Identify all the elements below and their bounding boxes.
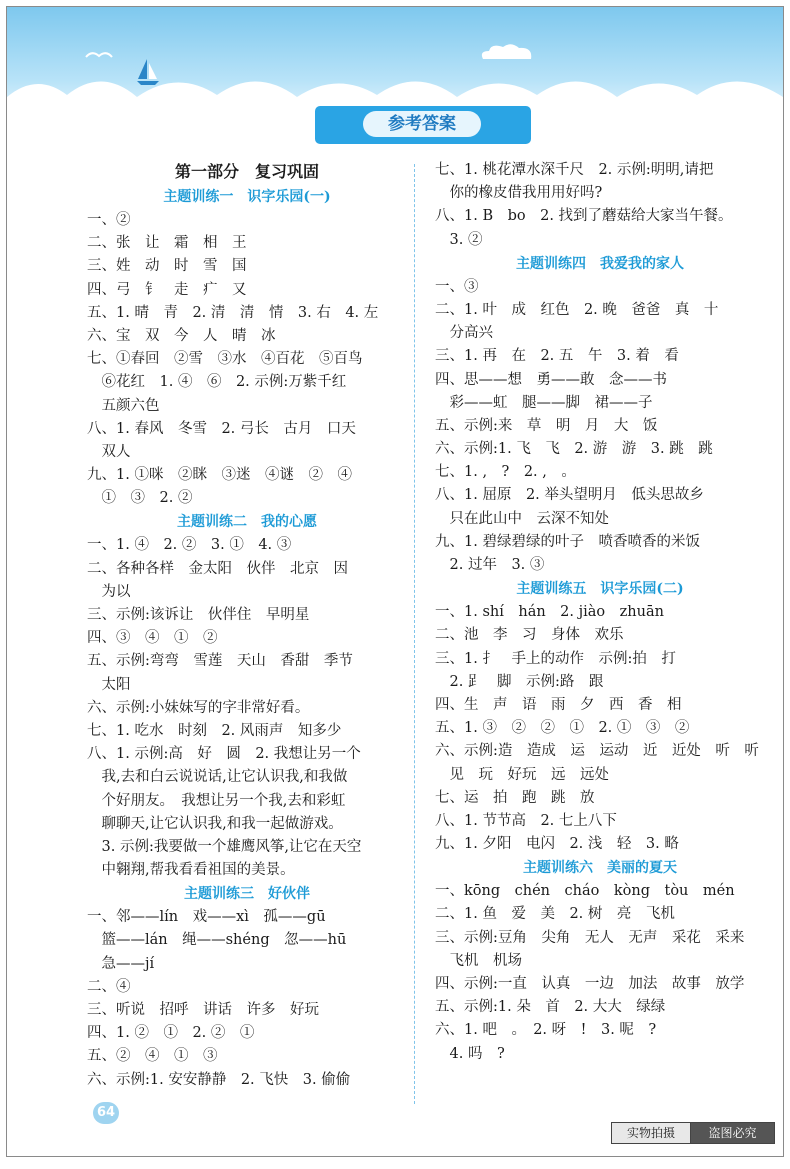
answer-line: 急——jí: [87, 955, 155, 972]
answer-line: 三、1. 扌 手上的动作 示例:拍 打: [435, 650, 676, 667]
answer-line: 一、邻——lín 戏——xì 孤——gū: [87, 909, 326, 926]
answer-line: 九、1. 碧绿碧绿的叶子 喷香喷香的米饭: [435, 533, 700, 550]
answer-line: 二、1. 鱼 爱 美 2. 树 亮 飞机: [435, 906, 675, 923]
stamp-right-text: 盗图必究: [691, 1123, 774, 1143]
part-title: 第一部分 复习巩固: [174, 162, 319, 181]
answer-line: 篮——lán 绳——shéng 忽——hū: [87, 932, 347, 949]
answer-line: 五、示例:1. 朵 首 2. 大大 绿绿: [435, 999, 666, 1016]
answer-line: 3. ②: [435, 231, 483, 248]
answer-line: 九、1. 夕阳 电闪 2. 浅 轻 3. 略: [435, 836, 679, 853]
answer-line: 我,去和白云说说话,让它认识我,和我做: [87, 769, 348, 786]
column-divider: [414, 164, 415, 1104]
answer-line: 中翱翔,帮我看看祖国的美景。: [87, 862, 295, 879]
answer-line: 八、1. 示例:高 好 圆 2. 我想让另一个: [87, 746, 361, 763]
answer-line: 二、④: [87, 978, 131, 995]
answer-line: 4. 吗 ?: [435, 1045, 505, 1062]
answer-line: 二、1. 叶 成 红色 2. 晚 爸爸 真 十: [435, 301, 719, 318]
answer-line: 九、1. ①咪 ②眯 ③迷 ④谜 ② ④: [87, 467, 352, 484]
answer-line: 你的橡皮借我用用好吗?: [435, 185, 603, 202]
answer-line: 四、③ ④ ① ②: [87, 630, 218, 647]
answer-line: 2. 过年 3. ③: [435, 557, 545, 573]
answer-line: 六、宝 双 今 人 晴 冰: [87, 327, 276, 344]
answer-page: [6, 6, 784, 1157]
answer-line: 见 玩 好玩 远 远处: [435, 766, 609, 783]
answer-line: 五、1. 晴 青 2. 清 清 情 3. 右 4. 左: [87, 304, 379, 321]
stamp-left-text: 实物拍摄: [612, 1123, 691, 1143]
page-number: 64: [93, 1102, 119, 1124]
right-column: [435, 159, 765, 1066]
answer-line: 八、1. 节节高 2. 七上八下: [435, 812, 617, 829]
answer-line: 四、弓 钅 走 疒 又: [87, 281, 247, 298]
answer-line: 五、1. ③ ② ② ① 2. ① ③ ②: [435, 720, 690, 737]
watermark-stamp: [611, 1122, 775, 1144]
bird-icon: [85, 49, 113, 61]
answer-line: 二、张 让 霜 相 王: [87, 235, 247, 252]
answer-line: 三、听说 招呼 讲话 许多 好玩: [87, 1002, 319, 1018]
answer-line: 八、1. 屈原 2. 举头望明月 低头思故乡: [435, 487, 704, 504]
answer-line: 六、示例:1. 安安静静 2. 飞快 3. 偷偷: [87, 1071, 351, 1088]
answer-line: 五颜六色: [87, 397, 160, 414]
answer-line: 七、①春回 ②雪 ③水 ④百花 ⑤百鸟: [87, 351, 363, 368]
section-heading: 主题训练四 我爱我的家人: [516, 255, 684, 272]
sailboat-icon: [135, 57, 161, 87]
answer-line: 只在此山中 云深不知处: [435, 510, 609, 527]
cloud-icon: [477, 41, 537, 63]
answer-line: 六、示例:造 造成 运 运动 近 近处 听 听: [435, 743, 759, 760]
answer-line: 太阳: [87, 676, 131, 693]
answer-line: 双人: [87, 443, 131, 460]
answer-line: ⑥花红 1. ④ ⑥ 2. 示例:万紫千红: [87, 374, 347, 391]
answer-line: 三、示例:豆角 尖角 无人 无声 采花 采来: [435, 929, 745, 946]
answer-line: 四、1. ② ① 2. ② ①: [87, 1025, 255, 1042]
answer-line: 五、示例:来 草 明 月 大 饭: [435, 417, 658, 434]
answer-line: 聊聊天,让它认识我,和我一起做游戏。: [87, 815, 343, 832]
answer-line: 二、各种各样 金太阳 伙伴 北京 因: [87, 560, 348, 577]
section-heading: 主题训练五 识字乐园(二): [516, 581, 684, 598]
answer-line: 三、1. 再 在 2. 五 午 3. 着 看: [435, 348, 679, 365]
answer-line: 一、1. ④ 2. ② 3. ① 4. ③: [87, 537, 292, 554]
answer-line: 六、示例:1. 飞 飞 2. 游 游 3. 跳 跳: [435, 441, 713, 458]
section-heading: 主题训练三 好伙伴: [184, 886, 310, 903]
section-heading: 主题训练二 我的心愿: [177, 514, 317, 531]
answer-line: 四、思——想 勇——敢 念——书: [435, 371, 667, 388]
answer-line: 七、运 拍 跑 跳 放: [435, 789, 595, 806]
answer-line: 三、示例:该诉让 伙伴住 早明星: [87, 607, 310, 623]
answer-line: 七、1. 桃花潭水深千尺 2. 示例:明明,请把: [435, 162, 714, 178]
answer-line: 六、1. 吧 。 2. 呀 ! 3. 呢 ?: [435, 1022, 657, 1039]
answer-line: 八、1. B bo 2. 找到了蘑菇给大家当午餐。: [435, 208, 733, 225]
banner-title: 参考答案: [363, 111, 481, 137]
answer-banner: [315, 106, 531, 144]
answer-line: 七、1. , ? 2. , 。: [435, 464, 576, 481]
answer-line: 彩——虹 腿——脚 裙——子: [435, 394, 653, 411]
answer-line: 六、示例:小妹妹写的字非常好看。: [87, 699, 310, 716]
section-heading: 主题训练六 美丽的夏天: [523, 860, 677, 877]
left-column: [87, 159, 407, 1092]
answer-line: 分高兴: [435, 325, 493, 342]
answer-line: 为以: [87, 583, 131, 600]
answer-line: 四、生 声 语 雨 夕 西 香 相: [435, 696, 682, 713]
answer-line: 3. 示例:我要做一个雄鹰风筝,让它在天空: [87, 838, 362, 855]
answer-line: 二、池 李 习 身体 欢乐: [435, 627, 624, 644]
answer-line: 飞机 机场: [435, 952, 522, 969]
answer-line: 五、② ④ ① ③: [87, 1048, 218, 1065]
answer-line: 一、kōng chén cháo kòng tòu mén: [435, 883, 735, 900]
answer-line: 七、1. 吃水 时刻 2. 风雨声 知多少: [87, 722, 342, 739]
answer-line: 八、1. 春风 冬雪 2. 弓长 古月 口天: [87, 420, 356, 437]
answer-line: 一、③: [435, 278, 479, 295]
answer-line: 一、1. shí hán 2. jiào zhuān: [435, 604, 664, 621]
answer-line: 2. 𧾷 脚 示例:路 跟: [435, 673, 604, 690]
answer-line: ① ③ 2. ②: [87, 490, 193, 507]
section-heading: 主题训练一 识字乐园(一): [163, 189, 331, 205]
answer-line: 四、示例:一直 认真 一边 加法 故事 放学: [435, 976, 745, 992]
answer-line: 个好朋友。 我想让另一个我,去和彩虹: [87, 792, 346, 809]
answer-line: 三、姓 动 时 雪 国: [87, 258, 247, 275]
answer-line: 一、②: [87, 212, 131, 228]
answer-line: 五、示例:弯弯 雪莲 天山 香甜 季节: [87, 653, 353, 670]
